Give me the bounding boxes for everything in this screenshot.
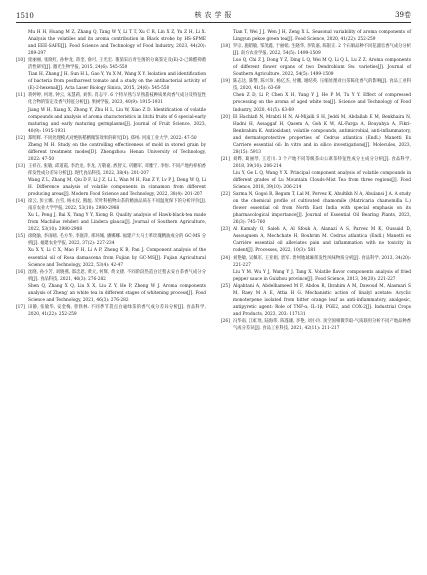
reference-columns xyxy=(16,29,411,332)
reference-number: [14] xyxy=(16,199,25,205)
reference-entry xyxy=(221,269,411,283)
reference-entry xyxy=(221,255,411,269)
reference-text: Chen Z D, Li P, Chen X H, Yang Y J, He P M, Tu Y Y. Effect of compressed processing on the aroma of aged white tea[J]. Science and Technology of Food Industry, 2020, 41(5): 63-69 xyxy=(233,93,411,113)
reference-entry xyxy=(221,318,411,332)
reference-text: Xu X Y, Li C X, Mao F H, Li A P, Zheng K B, Pan J. Component analysis of the essential oil of Rosa damascena from Fujian by GC-MS[J]. Fujian Agricultural Science and Technology, 2022, 53(4): 42-47 xyxy=(28,248,206,268)
reference-text: 王祥在, 张敏, 邱道霞, 李治龙, 李龙, 万敬嘉, 底智义, 巩鹏军, 邓雅宁, 李恒. 不同产地冉梓柏香挥发性成分差异分析[J]. 现代食品科技, 2022, 38(4): 201-207 xyxy=(28,163,206,176)
reference-text: Jiang W H, Xiang X, Zhong Y, Zhu H L, Liu W, Xiao Z D. Identification of volatile compounds and analysis of aroma characteristics in litchi fruits of 6 special-early maturing and early maturing germplasms[J]. Journal of Fruit Science, 2023, 40(9): 1915-1931 xyxy=(28,107,206,134)
reference-entry xyxy=(221,226,411,254)
reference-number: [22] xyxy=(221,192,230,198)
reference-text: Luo Q, Chi Z J, Dong Y Z, Ding L Q, Wei M Q, Li Q L, Lu Z Z. Aroma components of different flower organs of two Dendrobium Sw. varieties[J]. Journal of Southern Agriculture, 2022, 54(5): 1499-1509 xyxy=(233,58,411,78)
reference-entry xyxy=(16,212,206,233)
reference-entry xyxy=(221,170,411,191)
reference-text: 庞丽丽, 张晓红, 孙仲龙, 蒋奎, 俞可, 王光宏. 番茄采后青生菌的分离鉴定及(E)-2-己烯醛抑菌活性研究[J]. 激光生物学报, 2015, 24(6): 545-550 xyxy=(28,58,206,71)
reference-text: 徐晓渝, 李雨晴, 毛方华, 李庭萍, 邢环城, 潘娜娜. 福建产大马士革玫瑰精油成分的 GC-MS 分析[J]. 福建农业学报, 2022, 37(2): 227-234 xyxy=(28,234,206,247)
reference-text: 田静, 张敏华, 安金梅, 曾铁林. 不同季节袋点白毫绿茶的香气成分差异分析[J]. 食品科学, 2020, 41(22): 252-259 xyxy=(28,304,206,317)
reference-text: Tian T, Wei J J, Wen J H, Zeng X L. Seasonal variability of aroma components of Lingyun pekoe green tea[J]. Food Science, 2020, 41(22): 252-259 xyxy=(233,30,411,43)
reference-text: 蒋婷婷, 何瑶, 钟云, 朱慧莉, 刘伟, 肖志宇. 6 个特早熟与早熟荔枝种质果肉香气成分及特征性化合物的鉴定及香气特征分析[J]. 果树学报, 2023, 40(9): 1915-1931 xyxy=(28,93,206,106)
reference-entry xyxy=(16,233,206,247)
reference-entry xyxy=(221,29,411,43)
reference-number: [20] xyxy=(221,114,230,120)
reference-text: Wang Z L, Zhang M, Qiu D F, Li J Z, Li L, Wan M H, Fan Z Y, Lv P J, Deng W Q, Li H. Difference analysis of volatile components in cinnamon from different producing areas[J]. Modern Food Science and Technology, 2022, 38(4): 201-207 xyxy=(28,177,206,198)
reference-entry xyxy=(16,135,206,142)
reference-text: Tian H, Zhang J H, Sun H L, Gao Y, Yu X M, Wang X Y. Isolation and identification of bacteria from postharvest tomato and a study on the antibacterial activity of (E)-2-hexenal[J]. Acta Laser Biology Sinica, 2015, 24(6): 545-550 xyxy=(28,72,206,92)
reference-text: Liu Y, Ge L Q, Wang Y X. Principal component analysis of volatile compounds in different grades of Lu Mountain Clouds-Mist Tea from three regions[J]. Food Science, 2018, 39(10): 206-214 xyxy=(233,170,411,191)
reference-entry xyxy=(16,269,206,283)
reference-text: El Hachlafi N, Mrabti H N, Al-Mijalli S H, Jeddi M, Abdallah E M, Benkhaira N, Hadni H, Assaggaf H, Qasem A, Goh K W, AL-Farga A, Bouyahya A, Fikri-Benbrahim K. Antioxidant, volatile compounds, antimicrobial, anti-inflammatory, and dermatoprotective properties of Cedrus atlantica (Endl.) Manetti Ex Carriere essential oil: In vitro and in silico investigations[J]. Molecules, 2023, 28(15): 5913 xyxy=(233,114,411,155)
reference-text: 陈志达, 陈警, 陈兴珍, 杨亿杰, 付鹏, 谢结英. 压缩处理对白茶陈化香气的影响[J]. 食品工业科技, 2020, 41(5): 63-69 xyxy=(233,79,411,92)
reference-text: Xu L, Peng J, Bai X, Yang Y Y, Xiong B. Quality analysis of Hawk-black-tea made from Machilus rehderi and Lindera glauca[J]. Journal of Southern Agriculture, 2022, 53(10): 2980-2988 xyxy=(28,213,206,233)
reference-entry xyxy=(16,92,206,106)
reference-entry xyxy=(16,57,206,71)
reference-number: [19] xyxy=(221,79,230,85)
reference-entry xyxy=(221,78,411,92)
page-number: 1510 xyxy=(16,12,34,20)
reference-number xyxy=(16,177,28,198)
reference-entry xyxy=(16,304,206,318)
journal-title: 核农学报 xyxy=(194,11,235,19)
reference-number xyxy=(221,92,233,113)
reference-text: 郑明辉. 不同处理模式对绝肤稻精微鉴效果的研究[D]. 郑州: 河南工业大学, 2022: 47-50 xyxy=(28,135,197,141)
reference-number: [23] xyxy=(221,227,230,233)
reference-number xyxy=(221,269,233,283)
reference-text: 刘艳敏, 吴佩军, 王亚娟, 唐军. 贵州地球麻挥发性风味物质分析[J]. 食品科学, 2013, 34(20): 221-227 xyxy=(233,255,411,268)
reference-number: [12] xyxy=(16,135,25,141)
reference-number: [17] xyxy=(16,304,25,310)
reference-entry xyxy=(16,142,206,163)
reference-number: [24] xyxy=(221,255,230,261)
reference-number xyxy=(16,71,28,92)
reference-text: 刘晔, 葛丽琴, 王近川. 3 个产地不同等级茶山公寨茶特征性成分主成分分析[J]. 食品科学, 2018, 39(10): 206-214 xyxy=(233,156,411,169)
reference-entry xyxy=(16,177,206,198)
volume-label: 39卷 xyxy=(395,11,411,19)
reference-text: Alqahtani A, Abdelhameed M F, Abdou R, Ibrahim A M, Dawoud M, Alasmari S M, Raey M A E, Attia H G. Mechanistic action of linalyl acetate: Acyclic monoterpene isolated from bitter orange leaf as anti-inflammatory, analgesic, antipyretic agent: Role of TNF-α, IL-1β, PGE2, and COX-2[J]. Industrial Crops and Products, 2023, 203: 117131 xyxy=(233,283,411,317)
reference-number: [10] xyxy=(16,58,25,64)
reference-number: [16] xyxy=(16,269,25,275)
reference-entry xyxy=(16,29,206,57)
reference-text: Shen Q, Zhang X Q, Liu X X, Liu Z Y, He P, Zheng W J. Aroma components analysis of Zheng' an white tea in different stages of whitening process[J]. Food Science and Technology, 2021, 46(3): 276-282 xyxy=(28,283,206,303)
reference-number xyxy=(221,57,233,78)
reference-number: [21] xyxy=(221,156,230,162)
page-header xyxy=(16,8,411,23)
reference-text: 罗宗, 施昭敏, 邹茂鑫, 于丽娟, 生晓华, 李钦嘉, 陈银正. 2 个石斛品种不同花器官香气成分分析[J]. 南方农业学报, 2022, 54(5): 1499-1509 xyxy=(233,44,411,57)
reference-text: Sarma N, Gogoi R, Begum T, Lal M, Pervez K, Abultikh N A, Abulansi J A. A study on the chemical profile of cultivated chamomile (Matricaria chamomilla L.) flower essential oil from North East India with special emphasis on its pharmacological importance[J]. Journal of Essential Oil Bearing Plants, 2023, 26(3): 745-760 xyxy=(233,192,411,226)
reference-number xyxy=(221,170,233,191)
reference-number: [15] xyxy=(16,234,25,240)
reference-entry xyxy=(221,283,411,318)
reference-number xyxy=(16,107,28,135)
reference-entry xyxy=(16,163,206,177)
reference-text: 徐云, 彭立娜, 白雪, 杨永仪, 熊彪. 荧叶科植物山茶的精油品质在不同温度保下的分析评价[J]. 南京农业大学学报, 2022, 53(10): 2980-2988 xyxy=(28,199,206,212)
right-column xyxy=(221,29,411,332)
reference-number: [26] xyxy=(221,318,230,324)
reference-entry xyxy=(221,43,411,57)
reference-text: Liu Y M, Wu Y J, Wang Y J, Tang X. Volatile flavor components analysis of fried pepper sauce in Guizhou province[J]. Food Science, 2013, 34(20): 221-227 xyxy=(233,269,411,282)
reference-entry xyxy=(221,191,411,226)
reference-number xyxy=(16,212,28,233)
reference-number: [11] xyxy=(16,93,25,99)
reference-number xyxy=(16,247,28,268)
reference-entry xyxy=(16,107,206,135)
reference-entry xyxy=(221,114,411,156)
reference-text: Mu H H, Huang M Z, Zhang Q, Tang W Y, Li T T, Xu C R, Lin X Z, Yu Z H, Li X. Analysis the volatiles and its aroma contribution in Black strobe by HS-SPME and EEE-SAFE[J]. Food Science and Technology of Food Industry, 2023, 44(20): 289-297 xyxy=(28,30,206,57)
reference-number xyxy=(16,29,28,57)
reference-entry xyxy=(221,92,411,113)
reference-number: [25] xyxy=(221,283,230,289)
reference-number xyxy=(16,283,28,304)
reference-number: [18] xyxy=(221,44,230,50)
reference-text: Al Kamaly O, Saleh A, Al Sfouk A, Alanazi A S, Parvez M K, Oussaid D, Assouguem A, Mechchate H, Bouhrim M. Cedrus atlantica (Endl.) Manetti ex Carrière essential oil alleviates pain and inflammation with no toxicity in rodent[J]. Processes, 2022, 10(3): 581 xyxy=(233,227,411,254)
reference-entry xyxy=(16,71,206,92)
reference-text: 沈晓, 孙小芳, 刘晓燕, 邵忠恩, 黄元, 何辉, 黄文捷. 不同阶段热造白过程去安白茶香气成分分析[J]. 食品科技, 2021, 46(3): 276-282 xyxy=(28,269,206,282)
reference-text: 冯华南, 江虹瑶, 陆海伟, 陈蓬雄, 李艳, 刘小玲. 顶空固相微萃取-气质联用分析不同产地品种香气成分差异[J]. 食品工业科技, 2021, 42(11): 211-217 xyxy=(233,318,411,331)
reference-text: Zheng M H. Study on the controlling effectiveness of mold in stored grain by different treatment modes[D]. Zhengzhou: Henan University of Technology, 2022: 47-50 xyxy=(28,142,206,162)
reference-entry xyxy=(16,247,206,268)
reference-number: [13] xyxy=(16,163,25,169)
left-column xyxy=(16,29,206,332)
reference-entry xyxy=(16,198,206,212)
reference-entry xyxy=(221,57,411,78)
reference-number xyxy=(221,29,233,43)
reference-entry xyxy=(221,156,411,170)
reference-number xyxy=(16,142,28,163)
reference-entry xyxy=(16,283,206,304)
